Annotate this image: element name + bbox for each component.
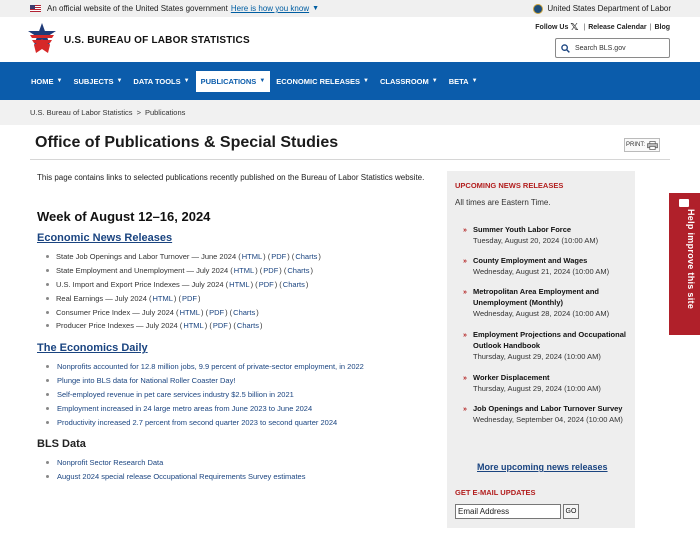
bls-data-link[interactable]: Nonprofit Sector Research Data <box>57 458 164 468</box>
nav-beta[interactable] <box>444 71 483 92</box>
double-chevron-icon: » <box>463 289 467 296</box>
release-title[interactable]: Summer Youth Labor Force <box>473 225 572 234</box>
intro-text: This page contains links to selected publications recently published on the Bureau of Labor Statistics website. <box>37 173 425 182</box>
release-title[interactable]: Employment Projections and Occupational Outlook Handbook <box>473 330 626 350</box>
ted-article-link[interactable]: Nonprofits accounted for 12.8 million jobs, 9.9 percent of private-sector employment, in 2022 <box>57 362 364 372</box>
header-links <box>535 22 670 33</box>
html-link[interactable]: HTML <box>229 279 250 289</box>
list-item <box>46 360 365 374</box>
dol-label: United States Department of Labor <box>547 4 671 13</box>
x-twitter-icon[interactable]: 𝕏 <box>570 22 579 33</box>
title-divider <box>30 159 670 160</box>
ted-article-link[interactable]: Productivity increased 2.7 percent from second quarter 2023 to second quarter 2024 <box>57 417 338 427</box>
release-title: U.S. Import and Export Price Indexes — July 2024 ( <box>56 279 229 289</box>
pdf-link[interactable]: PDF <box>263 266 279 276</box>
separator: | <box>649 24 652 31</box>
email-field[interactable]: Email Address <box>455 504 561 519</box>
upcoming-releases-sidebar <box>447 171 635 528</box>
economics-daily-link[interactable]: The Economics Daily <box>37 342 148 354</box>
search-icon <box>561 44 570 53</box>
how-you-know-link[interactable]: Here is how you know <box>230 4 310 13</box>
nav-data-tools[interactable] <box>128 71 194 92</box>
chevron-down-icon: ▼ <box>116 78 123 84</box>
release-item[interactable] <box>463 403 631 425</box>
pdf-link[interactable]: PDF <box>212 321 228 331</box>
bls-data-heading: BLS Data <box>37 438 86 450</box>
release-title: Consumer Price Index — July 2024 ( <box>56 307 179 317</box>
more-releases-link[interactable]: More upcoming news releases <box>477 462 608 472</box>
nav-label: ECONOMIC RELEASES <box>276 76 361 86</box>
dol-seal-icon <box>533 4 543 14</box>
chevron-down-icon: ▼ <box>471 78 478 84</box>
bls-data-list <box>46 456 306 484</box>
bullet-icon <box>46 297 49 300</box>
email-updates-heading: GET E-MAIL UPDATES <box>455 488 536 497</box>
release-title[interactable]: Metropolitan Area Employment and Unemployment (Monthly) <box>473 287 599 307</box>
bls-data-link[interactable]: August 2024 special release Occupational Requirements Survey estimates <box>57 472 306 482</box>
charts-link[interactable]: Charts <box>236 321 260 331</box>
release-date: Wednesday, August 28, 2024 (10:00 AM) <box>473 309 610 318</box>
nav-label: PUBLICATIONS <box>200 76 257 86</box>
charts-link[interactable]: Charts <box>233 307 256 317</box>
bullet-icon <box>46 461 49 464</box>
bullet-icon <box>46 379 49 382</box>
release-item[interactable] <box>463 286 631 319</box>
search-input[interactable] <box>555 38 670 58</box>
bullet-icon <box>46 311 49 314</box>
print-label: PRINT: <box>625 142 645 148</box>
double-chevron-icon: » <box>463 227 467 234</box>
list-item: State Job Openings and Labor Turnover — June 2024 ( HTML ) ( PDF ) ( Charts ) <box>46 250 321 264</box>
release-item[interactable] <box>463 372 631 394</box>
list-item: Consumer Price Index — July 2024 ( HTML ) ( PDF ) ( Charts ) <box>46 305 321 319</box>
ted-article-link[interactable]: Self-employed revenue in pet care services industry $2.5 billion in 2021 <box>57 389 294 399</box>
eastern-time-note: All times are Eastern Time. <box>455 198 551 207</box>
list-item <box>46 374 365 388</box>
list-item <box>46 470 306 484</box>
gov-banner <box>0 0 700 17</box>
list-item <box>46 456 306 470</box>
page-title: Office of Publications & Special Studies <box>35 134 339 151</box>
breadcrumb <box>0 100 700 125</box>
nav-classroom[interactable] <box>375 71 443 92</box>
search-placeholder: Search BLS.gov <box>575 44 626 52</box>
charts-link[interactable]: Charts <box>295 252 318 262</box>
list-item: Producer Price Indexes — July 2024 ( HTML ) ( PDF ) ( Charts ) <box>46 319 321 333</box>
double-chevron-icon: » <box>463 258 467 265</box>
economic-news-releases-link[interactable]: Economic News Releases <box>37 232 173 244</box>
release-item[interactable] <box>463 224 631 246</box>
chevron-down-icon[interactable]: ▼ <box>312 5 320 12</box>
list-item: U.S. Import and Export Price Indexes — July 2024 ( HTML ) ( PDF ) ( Charts ) <box>46 278 321 292</box>
charts-link[interactable]: Charts <box>282 279 305 289</box>
release-item[interactable] <box>463 255 631 277</box>
list-item: Real Earnings — July 2024 ( HTML ) ( PDF ) <box>46 291 321 305</box>
list-item <box>46 415 365 429</box>
separator: | <box>583 24 586 31</box>
site-header <box>0 17 700 62</box>
html-link[interactable]: HTML <box>179 307 200 317</box>
breadcrumb-current[interactable]: Publications <box>144 108 186 117</box>
release-date: Wednesday, September 04, 2024 (10:00 AM) <box>473 415 623 424</box>
release-title[interactable]: Worker Displacement <box>473 373 550 382</box>
week-heading: Week of August 12–16, 2024 <box>37 209 211 224</box>
bullet-icon <box>46 407 49 410</box>
release-date: Thursday, August 29, 2024 (10:00 AM) <box>473 352 601 361</box>
html-link[interactable]: HTML <box>183 321 204 331</box>
ted-article-link[interactable]: Plunge into BLS data for National Roller Coaster Day! <box>57 376 236 386</box>
us-flag-icon <box>30 5 41 12</box>
chevron-down-icon: ▼ <box>56 78 63 84</box>
double-chevron-icon: » <box>463 375 467 382</box>
gov-banner-text: An official website of the United States government <box>47 4 228 13</box>
pdf-link[interactable]: PDF <box>181 293 197 303</box>
chevron-down-icon: ▼ <box>431 78 438 84</box>
follow-us-label: Follow Us <box>535 24 569 31</box>
print-button[interactable] <box>624 138 660 152</box>
bullet-icon <box>46 421 49 424</box>
blog-link[interactable]: Blog <box>654 24 670 31</box>
comment-icon <box>679 199 689 207</box>
feedback-label: Help improve this site <box>686 209 696 310</box>
list-item <box>46 401 365 415</box>
bullet-icon <box>46 269 49 272</box>
bullet-icon <box>46 365 49 368</box>
chevron-down-icon: ▼ <box>259 78 266 84</box>
breadcrumb-home-link[interactable]: U.S. Bureau of Labor Statistics <box>30 108 133 117</box>
bullet-icon <box>46 393 49 396</box>
nav-label: DATA TOOLS <box>133 76 181 86</box>
bullet-icon <box>46 255 49 258</box>
list-item: State Employment and Unemployment — July 2024 ( HTML ) ( PDF ) ( Charts ) <box>46 264 321 278</box>
release-title: Producer Price Indexes — July 2024 ( <box>56 321 183 331</box>
economic-news-list <box>46 250 321 333</box>
release-date: Tuesday, August 20, 2024 (10:00 AM) <box>473 236 599 245</box>
html-link[interactable]: HTML <box>233 266 255 276</box>
nav-economic-releases[interactable] <box>271 71 374 92</box>
main-nav <box>0 62 700 100</box>
nav-home[interactable] <box>26 71 67 92</box>
bls-logo-icon[interactable] <box>26 21 58 55</box>
breadcrumb-separator: > <box>136 108 141 117</box>
dol-link[interactable] <box>533 0 671 17</box>
release-title: Real Earnings — July 2024 ( <box>56 293 152 303</box>
nav-label: HOME <box>31 76 54 86</box>
bullet-icon <box>46 324 49 327</box>
pdf-link[interactable]: PDF <box>271 252 287 262</box>
release-title: State Job Openings and Labor Turnover — June 2024 ( <box>56 252 241 262</box>
release-date: Wednesday, August 21, 2024 (10:00 AM) <box>473 267 610 276</box>
release-title: State Employment and Unemployment — July 2024 ( <box>56 266 233 276</box>
nav-label: SUBJECTS <box>73 76 114 86</box>
nav-publications[interactable] <box>196 71 271 92</box>
release-title[interactable]: County Employment and Wages <box>473 256 588 265</box>
chevron-down-icon: ▼ <box>363 78 369 84</box>
double-chevron-icon: » <box>463 406 467 413</box>
printer-icon <box>647 141 658 150</box>
charts-link[interactable]: Charts <box>287 266 310 276</box>
pdf-link[interactable]: PDF <box>209 307 225 317</box>
chevron-down-icon: ▼ <box>183 78 190 84</box>
agency-name[interactable]: U.S. BUREAU OF LABOR STATISTICS <box>64 35 250 46</box>
go-button[interactable]: GO <box>563 504 579 519</box>
release-calendar-link[interactable]: Release Calendar <box>588 24 647 31</box>
upcoming-releases-heading: UPCOMING NEWS RELEASES <box>455 181 564 190</box>
nav-subjects[interactable] <box>68 71 127 92</box>
economics-daily-list <box>46 360 365 429</box>
release-title[interactable]: Job Openings and Labor Turnover Survey <box>473 404 623 413</box>
release-date: Thursday, August 29, 2024 (10:00 AM) <box>473 384 601 393</box>
nav-label: BETA <box>448 76 469 86</box>
html-link[interactable]: HTML <box>241 252 263 262</box>
feedback-tab[interactable] <box>669 193 700 335</box>
ted-article-link[interactable]: Employment increased in 24 large metro areas from June 2023 to June 2024 <box>57 403 313 413</box>
double-chevron-icon: » <box>463 332 467 339</box>
list-item <box>46 388 365 402</box>
nav-label: CLASSROOM <box>379 76 429 86</box>
pdf-link[interactable]: PDF <box>258 279 274 289</box>
bullet-icon <box>46 283 49 286</box>
release-item[interactable] <box>463 329 631 362</box>
html-link[interactable]: HTML <box>152 293 173 303</box>
bullet-icon <box>46 475 49 478</box>
